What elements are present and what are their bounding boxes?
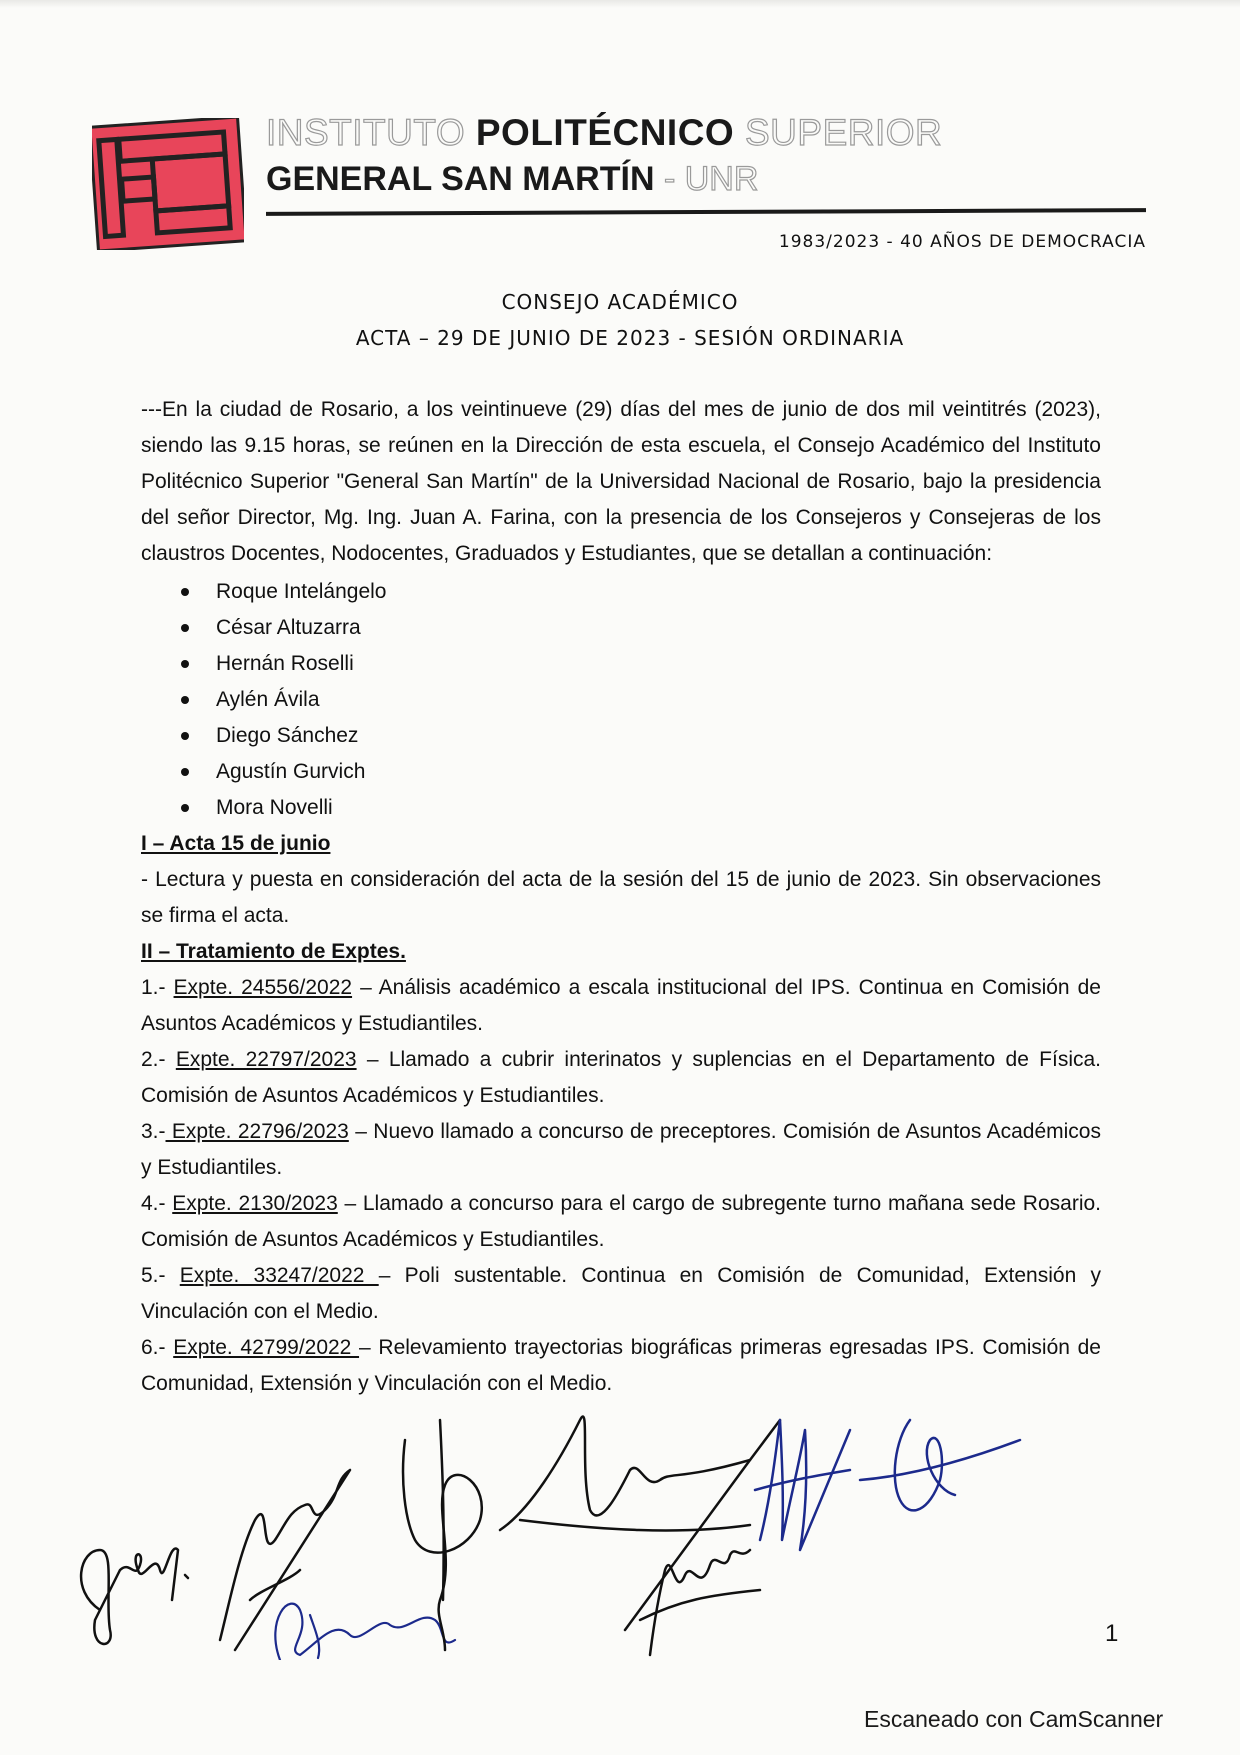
expte-item — [141, 1186, 1101, 1258]
expte-item — [141, 1114, 1101, 1186]
intro-paragraph: ---En la ciudad de Rosario, a los veintinueve (29) días del mes de junio de dos mil veintitrés (2023), siendo las 9.15 horas, se reúnen en la Dirección de esta escuela, el Consejo Académico del Instituto Politécnico Superior "General San Martín" de la Universidad Nacional de Rosario, bajo la presidencia del señor Director, Mg. Ing. Juan A. Farina, con la presencia de los Consejeros y Consejeras de los claustros Docentes, Nodocentes, Graduados y Estudiantes, que se detallan a continuación: — [141, 398, 1101, 565]
camscanner-watermark: Escaneado con CamScanner — [864, 1706, 1164, 1732]
council-title: CONSEJO ACADÉMICO — [501, 290, 739, 314]
item-number: 4.- — [141, 1192, 166, 1215]
item-description: – Relevamiento trayectorias biográficas primeras egresadas IPS. Comisión de Comunidad, Extensión y Vinculación con el Medio. — [141, 1336, 1101, 1395]
item-number: 6.- — [141, 1336, 166, 1359]
institute-name-line1 — [266, 112, 942, 160]
institute-word-3: SUPERIOR — [745, 112, 943, 153]
member-item: Hernán Roselli — [181, 646, 1101, 682]
member-item: Mora Novelli — [181, 790, 1101, 826]
section-1-text: - Lectura y puesta en consideración del acta de la sesión del 15 de junio de 2023. Sin observaciones se firma el acta. — [141, 868, 1101, 927]
expte-reference: Expte. 42799/2022 — [173, 1336, 360, 1359]
item-description: – Llamado a concurso para el cargo de subregente turno mañana sede Rosario. Comisión de Asuntos Académicos y Estudiantiles. — [141, 1192, 1102, 1251]
member-item: Aylén Ávila — [181, 682, 1101, 718]
institute-word-2: POLITÉCNICO — [475, 112, 735, 153]
item-description: – Poli sustentable. Continua en Comisión de Comunidad, Extensión y Vinculación con el Medio. — [141, 1264, 1101, 1323]
item-number: 3.- — [141, 1120, 166, 1143]
section-1-heading: I – Acta 15 de junio — [141, 832, 331, 855]
expte-reference: Expte. 22797/2023 — [175, 1048, 357, 1071]
member-item: Agustín Gurvich — [181, 754, 1101, 790]
expte-reference: Expte. 22796/2023 — [165, 1120, 349, 1143]
item-description: – Llamado a cubrir interinatos y suplencias en el Departamento de Física. Comisión de Asuntos Académicos y Estudiantiles. — [141, 1048, 1101, 1107]
signature-3 — [275, 1604, 455, 1660]
signature-8 — [860, 1420, 1020, 1510]
signature-1 — [81, 1549, 188, 1644]
institute-logo — [92, 118, 244, 250]
document-titles — [0, 290, 1240, 350]
item-description: – Nuevo llamado a concurso de preceptores. Comisión de Asuntos Académicos y Estudiantiles. — [141, 1120, 1101, 1179]
institute-line2-suffix: - UNR — [663, 160, 759, 198]
item-number: 5.- — [141, 1264, 166, 1287]
expte-item — [141, 1258, 1101, 1330]
expte-reference: Expte. 33247/2022 — [179, 1264, 379, 1287]
expte-reference: Expte. 2130/2023 — [172, 1192, 338, 1215]
expte-item — [141, 1330, 1101, 1402]
member-item: Diego Sánchez — [181, 718, 1101, 754]
session-title: ACTA – 29 DE JUNIO DE 2023 - SESIÓN ORDINARIA — [355, 326, 905, 350]
members-list — [141, 574, 1101, 826]
expte-item — [141, 970, 1101, 1042]
democracia-tagline: 1983/2023 - 40 AÑOS DE DEMOCRACIA — [778, 232, 1146, 252]
expte-reference: Expte. 24556/2022 — [173, 976, 353, 999]
signature-4 — [403, 1420, 482, 1650]
member-item: Roque Intelángelo — [181, 574, 1101, 610]
signature-5 — [500, 1416, 780, 1630]
item-description: – Análisis académico a escala institucional del IPS. Continua en Comisión de Asuntos Académicos y Estudiantiles. — [141, 976, 1101, 1035]
signature-2 — [220, 1470, 350, 1650]
section-2-heading: II – Tratamiento de Exptes. — [141, 940, 406, 963]
institute-word-1: INSTITUTO — [266, 112, 466, 153]
signature-7 — [755, 1420, 850, 1550]
signature-6 — [640, 1550, 760, 1655]
institute-line2-main: GENERAL SAN MARTÍN — [266, 160, 655, 198]
document-body — [141, 392, 1101, 1402]
item-number: 1.- — [141, 976, 166, 999]
signatures-area — [60, 1400, 1180, 1660]
item-number: 2.- — [141, 1048, 166, 1071]
member-item: César Altuzarra — [181, 610, 1101, 646]
page-number: 1 — [1105, 1620, 1119, 1647]
institute-name-line2 — [266, 160, 758, 208]
expte-item — [141, 1042, 1101, 1114]
scan-edge — [0, 0, 1240, 8]
header-rule — [266, 208, 1146, 216]
